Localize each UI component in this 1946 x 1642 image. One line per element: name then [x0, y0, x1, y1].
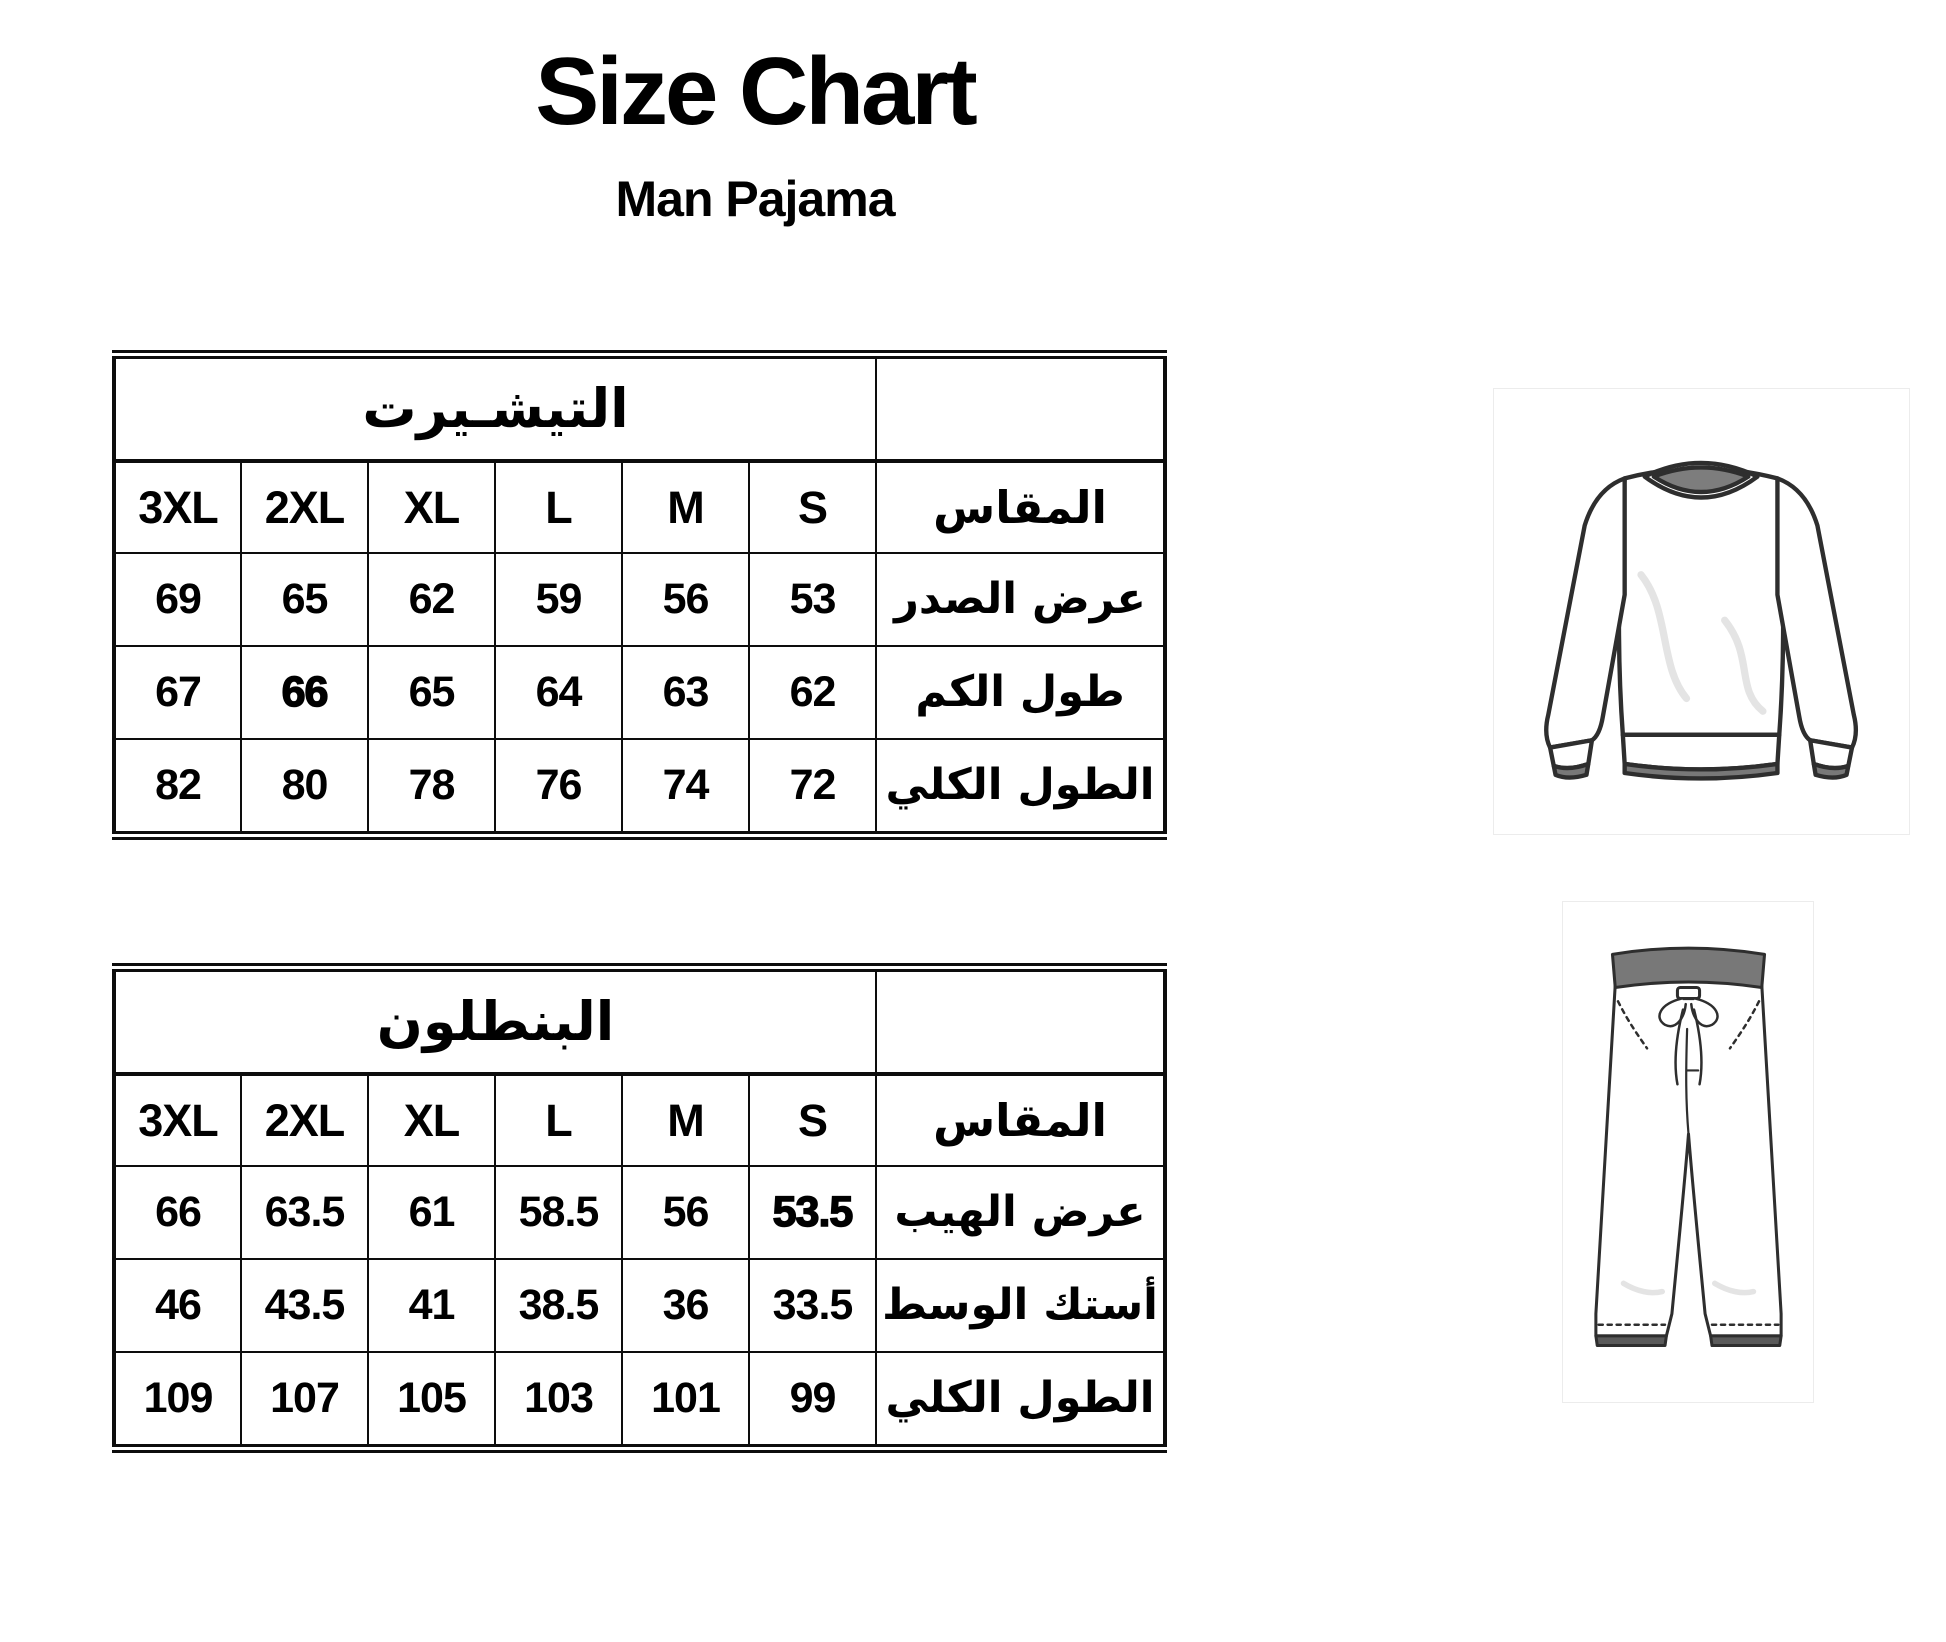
value-cell: 62	[368, 553, 495, 646]
value-cell: 78	[368, 739, 495, 836]
shirt-size-table	[112, 350, 1163, 840]
size-header-cell: S	[749, 461, 876, 553]
table-corner-cell	[876, 968, 1165, 1075]
value-cell: 63	[622, 646, 749, 739]
row-label-cell: عرض الهيب	[876, 1166, 1165, 1259]
sweatshirt-icon	[1506, 402, 1896, 820]
pants-size-table	[112, 963, 1163, 1453]
value-cell: 53.5	[749, 1166, 876, 1259]
pants-table	[112, 963, 1167, 1453]
size-header-cell: 3XL	[114, 1074, 241, 1166]
value-cell: 66	[114, 1166, 241, 1259]
value-cell: 46	[114, 1259, 241, 1352]
table-group-title: البنطلون	[114, 968, 876, 1075]
value-cell: 56	[622, 1166, 749, 1259]
size-header-cell: S	[749, 1074, 876, 1166]
value-cell: 99	[749, 1352, 876, 1449]
value-cell: 69	[114, 553, 241, 646]
table-row	[114, 1166, 1165, 1259]
value-cell: 61	[368, 1166, 495, 1259]
value-cell: 65	[241, 553, 368, 646]
header	[0, 38, 1510, 228]
size-header-cell: 3XL	[114, 461, 241, 553]
row-label-cell: طول الكم	[876, 646, 1165, 739]
table-row	[114, 553, 1165, 646]
table-row	[114, 646, 1165, 739]
size-header-cell: L	[495, 1074, 622, 1166]
pants-illustration	[1562, 901, 1814, 1403]
value-cell: 76	[495, 739, 622, 836]
value-cell: 66	[241, 646, 368, 739]
value-cell: 105	[368, 1352, 495, 1449]
value-cell: 74	[622, 739, 749, 836]
size-header-cell: XL	[368, 461, 495, 553]
size-column-label: المقاس	[876, 461, 1165, 553]
row-label-cell: عرض الصدر	[876, 553, 1165, 646]
value-cell: 33.5	[749, 1259, 876, 1352]
value-cell: 56	[622, 553, 749, 646]
sweatshirt-illustration	[1493, 388, 1910, 835]
row-label-cell: الطول الكلي	[876, 739, 1165, 836]
size-header-cell: 2XL	[241, 461, 368, 553]
value-cell: 107	[241, 1352, 368, 1449]
shirt-table	[112, 350, 1167, 840]
value-cell: 64	[495, 646, 622, 739]
table-row	[114, 739, 1165, 836]
table-group-title: التيشـيرت	[114, 355, 876, 462]
value-cell: 67	[114, 646, 241, 739]
value-cell: 58.5	[495, 1166, 622, 1259]
value-cell: 101	[622, 1352, 749, 1449]
page-title: Size Chart	[535, 38, 975, 145]
value-cell: 36	[622, 1259, 749, 1352]
value-cell: 63.5	[241, 1166, 368, 1259]
size-header-cell: M	[622, 1074, 749, 1166]
table-row	[114, 1259, 1165, 1352]
value-cell: 43.5	[241, 1259, 368, 1352]
size-header-cell: 2XL	[241, 1074, 368, 1166]
page-subtitle: Man Pajama	[615, 171, 895, 227]
value-cell: 80	[241, 739, 368, 836]
value-cell: 72	[749, 739, 876, 836]
size-header-cell: M	[622, 461, 749, 553]
size-header-cell: L	[495, 461, 622, 553]
value-cell: 82	[114, 739, 241, 836]
value-cell: 41	[368, 1259, 495, 1352]
value-cell: 109	[114, 1352, 241, 1449]
table-corner-cell	[876, 355, 1165, 462]
size-header-cell: XL	[368, 1074, 495, 1166]
pants-icon	[1571, 917, 1806, 1387]
row-label-cell: أستك الوسط	[876, 1259, 1165, 1352]
value-cell: 38.5	[495, 1259, 622, 1352]
value-cell: 65	[368, 646, 495, 739]
table-row	[114, 1352, 1165, 1449]
size-column-label: المقاس	[876, 1074, 1165, 1166]
row-label-cell: الطول الكلي	[876, 1352, 1165, 1449]
value-cell: 53	[749, 553, 876, 646]
value-cell: 59	[495, 553, 622, 646]
value-cell: 103	[495, 1352, 622, 1449]
value-cell: 62	[749, 646, 876, 739]
